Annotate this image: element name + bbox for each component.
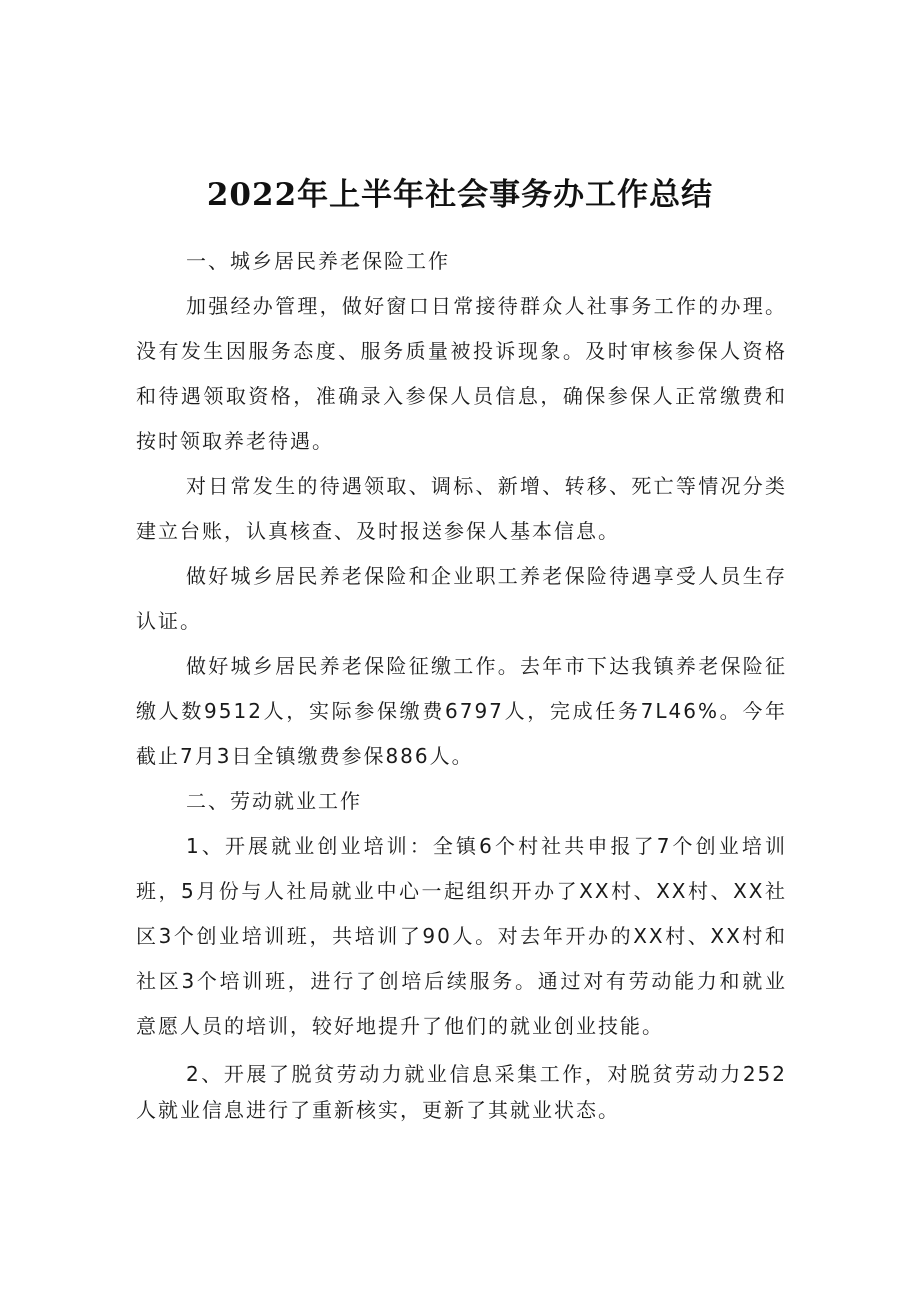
paragraph-training: 1、开展就业创业培训：全镇6个村社共申报了7个创业培训班，5月份与人社局就业中心一起组织开办了XX村、XX村、XX社区3个创业培训班，共培训了90人。对去年开办的XX村、XX村和社区3个培训班，进行了创培后续服务。通过对有劳动能力和就业意愿人员的培训，较好地提升了他们的就业创业技能。	[136, 834, 787, 1038]
paragraph-info-collection: 2、开展了脱贫劳动力就业信息采集工作，对脱贫劳动力252人就业信息进行了重新核实，更新了其就业状态。	[136, 1062, 787, 1122]
document-title: 2022年上半年社会事务办工作总结	[206, 177, 714, 213]
paragraph-management: 加强经办管理，做好窗口日常接待群众人社事务工作的办理。没有发生因服务态度、服务质量被投诉现象。及时审核参保人资格和待遇领取资格，准确录入参保人员信息，确保参保人正常缴费和按时领取养老待遇。	[136, 294, 787, 453]
section-heading-employment: 二、劳动就业工作	[186, 789, 362, 813]
section-heading-pension: 一、城乡居民养老保险工作	[186, 249, 450, 273]
paragraph-ledger: 对日常发生的待遇领取、调标、新增、转移、死亡等情况分类建立台账，认真核查、及时报送参保人基本信息。	[136, 474, 787, 543]
paragraph-survival-certification: 做好城乡居民养老保险和企业职工养老保险待遇享受人员生存认证。	[136, 564, 787, 633]
document-body	[136, 239, 787, 1128]
paragraph-collection: 做好城乡居民养老保险征缴工作。去年市下达我镇养老保险征缴人数9512人，实际参保缴费6797人，完成任务7L46%。今年截止7月3日全镇缴费参保886人。	[136, 654, 787, 768]
